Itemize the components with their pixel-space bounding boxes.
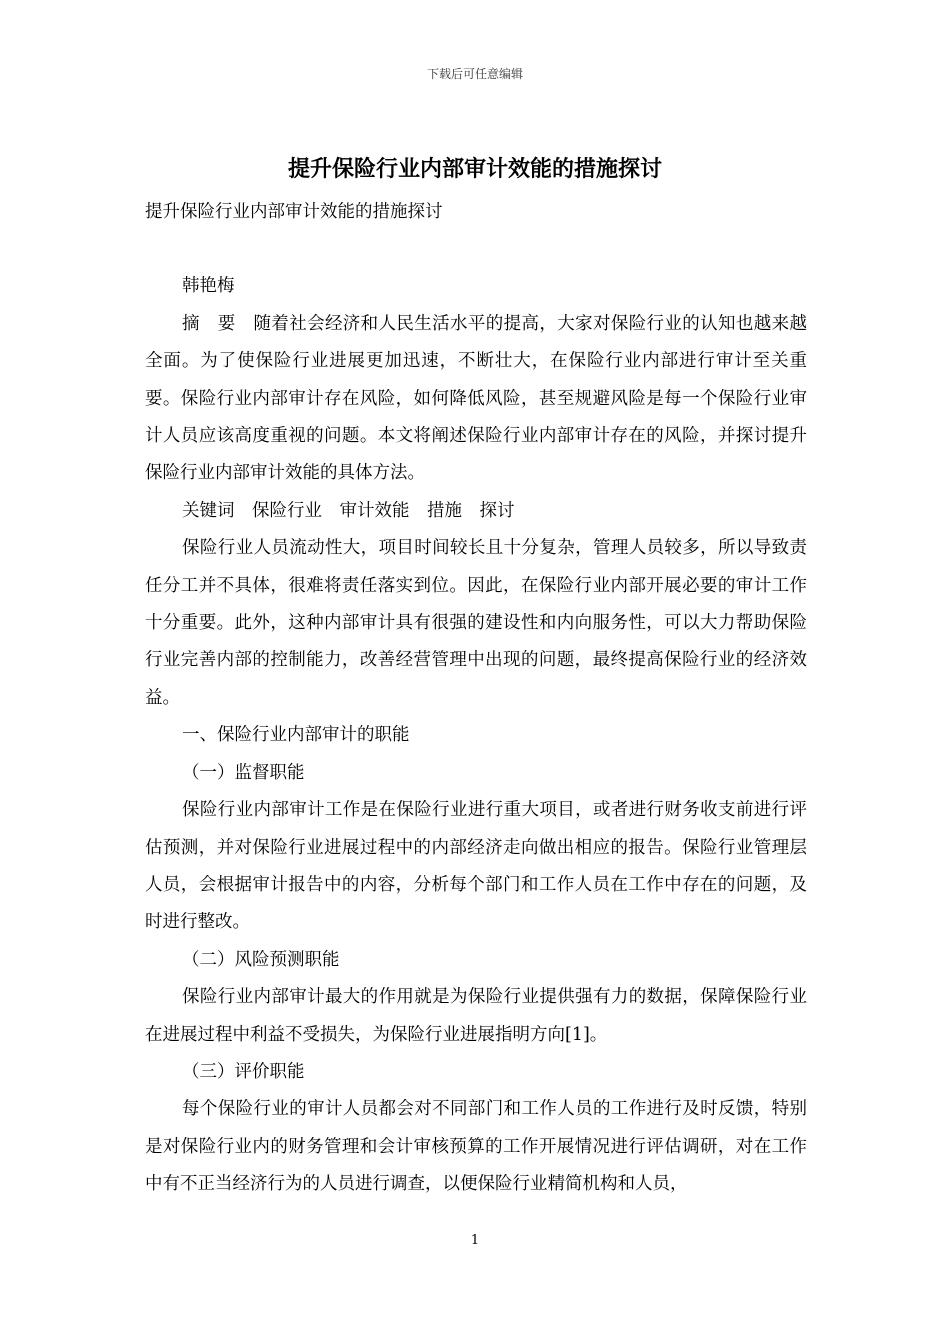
document-subtitle: 提升保险行业内部审计效能的措施探讨: [145, 202, 443, 222]
subsection-heading-risk: （二）风险预测职能: [182, 949, 340, 970]
subsection-heading-supervision: （一）监督职能: [182, 762, 305, 783]
evaluation-paragraph: 每个保险行业的审计人员都会对不同部门和工作人员的工作进行及时反馈，特别是对保险行业内的财务管理和会计审核预算的工作开展情况进行评估调研，对在工作中有不正当经济行为的人员进行调查，以便保险行业精简机构和人员，: [145, 1099, 807, 1195]
document-title: 提升保险行业内部审计效能的措施探讨: [287, 157, 662, 182]
intro-paragraph: 保险行业人员流动性大，项目时间较长且十分复杂，管理人员较多，所以导致责任分工并不具体，很难将责任落实到位。因此，在保险行业内部开展必要的审计工作十分重要。此外，这种内部审计具有很强的建设性和内向服务性，可以大力帮助保险行业完善内部的控制能力，改善经营管理中出现的问题，最终提高保险行业的经济效益。: [145, 538, 807, 708]
subsection-heading-evaluation: （三）评价职能: [182, 1061, 305, 1082]
page-number: 1: [470, 1233, 480, 1248]
header-note: 下载后可任意编辑: [426, 67, 523, 81]
author-name: 韩艳梅: [182, 276, 235, 297]
keywords-line: 关键词 保险行业 审计效能 措施 探讨: [182, 500, 515, 521]
abstract-paragraph: 摘 要 随着社会经济和人民生活水平的提高，大家对保险行业的认知也越来越全面。为了使保险行业进展更加迅速，不断壮大，在保险行业内部进行审计至关重要。保险行业内部审计存在风险，如何降低风险，甚至规避风险是每一个保险行业审计人员应该高度重视的问题。本文将阐述保险行业内部审计存在的风险，并探讨提升保险行业内部审计效能的具体方法。: [145, 313, 807, 484]
blank-line: [145, 231, 807, 268]
section-heading-1: 一、保险行业内部审计的职能: [182, 725, 410, 746]
document-body: [145, 194, 807, 1204]
supervision-paragraph: 保险行业内部审计工作是在保险行业进行重大项目，或者进行财务收支前进行评估预测，并对保险行业进展过程中的内部经济走向做出相应的报告。保险行业管理层人员，会根据审计报告中的内容，分析每个部门和工作人员在工作中存在的问题，及时进行整改。: [145, 800, 807, 933]
risk-paragraph: 保险行业内部审计最大的作用就是为保险行业提供强有力的数据，保障保险行业在进展过程中利益不受损失，为保险行业进展指明方向[1]。: [145, 987, 807, 1045]
